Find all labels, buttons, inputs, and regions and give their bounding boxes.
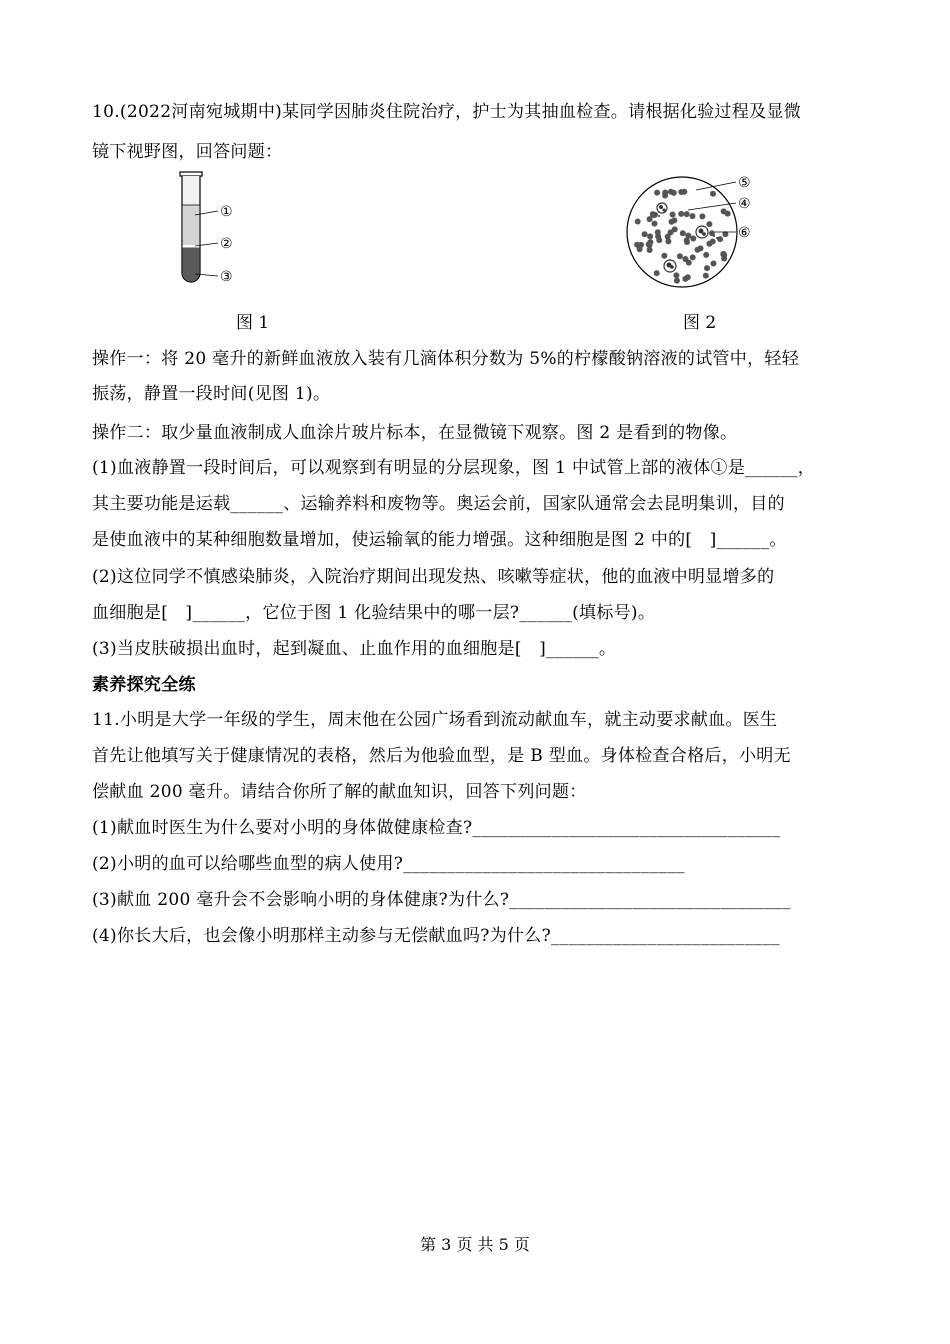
label-3: ③	[220, 269, 233, 285]
red-blood-cell	[699, 213, 705, 219]
red-blood-cell	[647, 239, 653, 245]
q10-1-line3: 是使血液中的某种细胞数量增加，使运输氧的能力增强。这种细胞是图 2 中的[ ]______。	[92, 530, 787, 550]
section-title: 素养探究全练	[92, 675, 196, 695]
red-blood-cell	[717, 236, 723, 242]
red-blood-cell	[680, 230, 686, 236]
red-blood-cell	[671, 190, 677, 196]
red-blood-cell	[685, 274, 691, 280]
microscope-view-figure	[620, 170, 800, 295]
red-blood-cell	[704, 265, 710, 271]
red-blood-cell	[706, 241, 712, 247]
red-blood-cell	[674, 278, 680, 284]
red-blood-cell	[655, 233, 661, 239]
label-5: ⑤	[738, 175, 751, 191]
red-blood-cell	[647, 233, 653, 239]
op2-line: 操作二：取少量血液制成人血涂片玻片标本，在显微镜下观察。图 2 是看到的物像。	[92, 423, 738, 443]
q11-3-line: (3)献血 200 毫升会不会影响小明的身体健康?为什么?________________________________	[92, 890, 791, 910]
red-blood-cell	[673, 272, 679, 278]
red-blood-cell	[662, 190, 668, 196]
red-blood-cell	[670, 212, 676, 218]
red-blood-cell	[650, 211, 656, 217]
red-blood-cell	[706, 221, 712, 227]
q10-3-line: (3)当皮肤破损出血时，起到凝血、止血作用的血细胞是[ ]______。	[92, 639, 617, 659]
red-blood-cell	[721, 208, 727, 214]
red-blood-cell	[668, 229, 674, 235]
q11-1-line: (1)献血时医生为什么要对小明的身体做健康检查?___________________________________	[92, 818, 781, 838]
q11-2-line: (2)小明的血可以给哪些血型的病人使用?________________________________	[92, 854, 685, 874]
red-blood-cell	[635, 219, 641, 225]
red-blood-cell	[661, 253, 667, 259]
red-blood-cell	[690, 213, 696, 219]
q10-2-line1: (2)这位同学不慎感染肺炎，入院治疗期间出现发热、咳嗽等症状，他的血液中明显增多的	[92, 567, 775, 587]
red-blood-cell	[638, 242, 644, 248]
red-blood-cell	[710, 191, 716, 197]
red-blood-cell	[642, 231, 648, 237]
red-blood-cell	[652, 221, 658, 227]
q10-1-line2: 其主要功能是运载______、运输养料和废物等。奥运会前，国家队通常会去昆明集训，目的	[92, 494, 785, 514]
page-footer: 第 3 页 共 5 页	[420, 1235, 530, 1254]
q11-stem-line2: 首先让他填写关于健康情况的表格，然后为他验血型，是 B 型血。身体检查合格后，小明无	[92, 746, 791, 766]
red-blood-cell	[721, 251, 727, 257]
q10-stem-line1: 10.(2022河南宛城期中)某同学因肺炎住院治疗，护士为其抽血检查。请根据化验过程及显微	[92, 102, 802, 122]
red-blood-cell	[654, 190, 660, 196]
figure2-caption: 图 2	[683, 313, 717, 333]
q10-1-line1: (1)血液静置一段时间后，可以观察到有明显的分层现象，图 1 中试管上部的液体①是______，	[92, 458, 816, 478]
label-6: ⑥	[738, 225, 751, 241]
red-blood-cell	[669, 219, 675, 225]
red-blood-cell	[703, 252, 709, 258]
q11-stem-line3: 偿献血 200 毫升。请结合你所了解的献血知识，回答下列问题：	[92, 782, 587, 802]
label-1: ①	[220, 204, 233, 220]
figure1-caption: 图 1	[236, 313, 270, 333]
red-blood-cell	[654, 270, 660, 276]
label-4: ④	[738, 196, 751, 212]
red-blood-cell	[682, 256, 688, 262]
op1-line1: 操作一：将 20 毫升的新鲜血液放入装有几滴体积分数为 5%的柠檬酸钠溶液的试管中，轻轻	[92, 349, 800, 369]
red-blood-cell	[711, 261, 717, 267]
red-blood-cell	[684, 211, 690, 217]
op1-line2: 振荡，静置一段时间(见图 1)。	[92, 384, 331, 404]
red-blood-cell	[678, 211, 684, 217]
q10-stem-line2: 镜下视野图，回答问题：	[92, 142, 283, 162]
q11-stem-line1: 11.小明是大学一年级的学生，周末他在公园广场看到流动献血车，就主动要求献血。医生	[92, 710, 778, 730]
red-blood-cell	[695, 247, 701, 253]
red-blood-cell	[678, 189, 684, 195]
red-blood-cell	[685, 233, 691, 239]
test-tube-figure	[170, 170, 260, 295]
q10-2-line2: 血细胞是[ ]______，它位于图 1 化验结果中的哪一层?______(填标号)。	[92, 603, 656, 623]
q11-4-line: (4)你长大后，也会像小明那样主动参与无偿献血吗?为什么?__________________________	[92, 926, 780, 946]
red-blood-cell	[665, 238, 671, 244]
red-blood-cell	[690, 236, 696, 242]
red-blood-cell	[703, 273, 709, 279]
red-blood-cell	[677, 253, 683, 259]
red-blood-cell	[690, 254, 696, 260]
label-2: ②	[220, 236, 233, 252]
